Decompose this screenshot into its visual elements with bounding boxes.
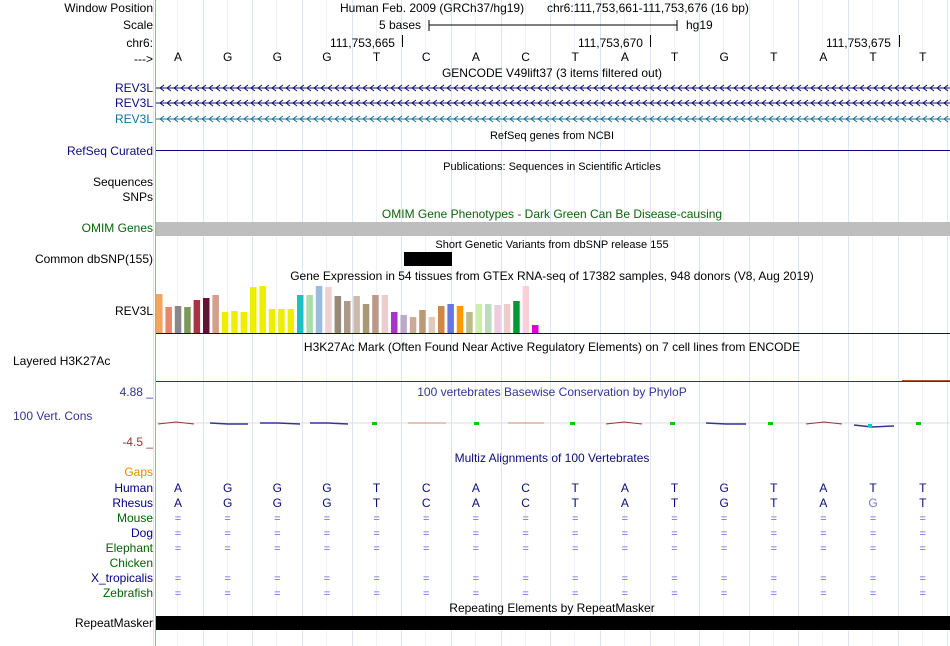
alignment-base: T [919, 481, 927, 495]
label-strand-arrow[interactable]: ---> [134, 52, 153, 66]
alignment-match-mark: = [472, 573, 480, 585]
base-letter: T [571, 50, 579, 64]
label-layered-h3k27ac[interactable]: Layered H3K27Ac [13, 354, 111, 368]
ruler-tick-label-3: 111,753,675 [826, 36, 891, 50]
alignment-base: G [868, 496, 878, 510]
alignment-match-mark: = [869, 588, 877, 600]
alignment-match-mark: = [423, 528, 430, 540]
alignment-match-mark: = [174, 543, 182, 555]
grid-line [898, 0, 899, 646]
grid-line [699, 0, 700, 646]
alignment-match-mark: = [919, 513, 926, 525]
alignment-base: A [471, 496, 480, 510]
alignment-base: A [819, 481, 828, 495]
alignment-match-mark: = [373, 573, 380, 585]
species-label[interactable]: Chicken [109, 556, 153, 570]
alignment-match-mark: = [571, 543, 579, 555]
alignment-base: T [869, 481, 877, 495]
gtex-tissue-bar[interactable] [344, 301, 351, 333]
gtex-tissue-bar[interactable] [438, 306, 445, 333]
grid-line [650, 0, 651, 646]
alignment-base: C [521, 496, 530, 510]
alignment-base: G [719, 481, 729, 495]
alignment-match-mark: = [671, 543, 678, 555]
alignment-match-mark: = [869, 513, 877, 525]
alignment-match-mark: = [522, 573, 529, 585]
alignment-match-mark: = [274, 543, 281, 555]
track-labels [0, 0, 155, 646]
alignment-match-mark: = [274, 573, 281, 585]
alignment-match-mark: = [770, 573, 778, 585]
alignment-match-mark: = [472, 528, 480, 540]
label-rev3l-1[interactable]: REV3L [114, 81, 153, 95]
base-letter: T [919, 50, 927, 64]
label-rev3l-2[interactable]: REV3L [114, 96, 153, 110]
alignment-base: T [372, 496, 381, 510]
label-gaps[interactable]: Gaps [124, 465, 153, 479]
gtex-title: Gene Expression in 54 tissues from GTEx RNA-seq of 17382 samples, 948 donors (V8, Aug 2019) [290, 269, 814, 283]
alignment-base: A [471, 481, 480, 495]
label-common-dbsnp[interactable]: Common dbSNP(155) [34, 252, 153, 266]
gtex-tissue-bar[interactable] [203, 298, 210, 333]
base-letter: C [421, 50, 431, 64]
gtex-tissue-bar[interactable] [410, 317, 417, 333]
multiz-title: Multiz Alignments of 100 Vertebrates [454, 451, 650, 465]
alignment-base: T [770, 496, 778, 510]
region-readout: chr6:111,753,661-111,753,676 (16 bp) [547, 1, 749, 15]
label-phylop-min: -4.5 _ [122, 435, 153, 449]
alignment-match-mark: = [373, 513, 380, 525]
alignment-match-mark: = [869, 573, 877, 585]
alignment-match-mark: = [174, 513, 182, 525]
alignment-base: T [670, 496, 679, 510]
alignment-match-mark: = [571, 573, 579, 585]
gtex-tissue-bar[interactable] [231, 311, 238, 333]
alignment-match-mark: = [720, 573, 728, 585]
alignment-match-mark: = [720, 543, 728, 555]
refseq-gene-line[interactable] [156, 150, 950, 151]
alignment-match-mark: = [224, 513, 231, 525]
alignment-match-mark: = [323, 528, 331, 540]
alignment-match-mark: = [373, 528, 380, 540]
alignment-match-mark: = [522, 528, 529, 540]
dbsnp-title: Short Genetic Variants from dbSNP release 155 [435, 239, 669, 251]
gtex-tissue-bar[interactable] [372, 295, 379, 333]
alignment-match-mark: = [671, 573, 678, 585]
base-letter: T [372, 50, 381, 64]
alignment-match-mark: = [323, 513, 331, 525]
h3k27ac-signal[interactable] [156, 381, 950, 382]
alignment-base: C [521, 481, 530, 495]
alignment-match-mark: = [820, 513, 827, 525]
gtex-tissue-bar[interactable] [175, 306, 182, 333]
gene-rev3l-2[interactable] [156, 98, 950, 108]
alignment-match-mark: = [472, 588, 480, 600]
track-image[interactable] [156, 0, 950, 646]
base-letter: T [670, 50, 679, 64]
label-gtex-gene[interactable]: REV3L [114, 304, 153, 318]
gtex-tissue-bar[interactable] [325, 287, 332, 333]
base-letter: T [869, 50, 877, 64]
alignment-match-mark: = [770, 588, 778, 600]
grid-line [600, 0, 601, 646]
alignment-match-mark: = [224, 528, 231, 540]
alignment-match-mark: = [323, 573, 331, 585]
gtex-gene-line [156, 333, 950, 334]
alignment-match-mark: = [820, 573, 827, 585]
omim-title: OMIM Gene Phenotypes - Dark Green Can Be Disease-causing [381, 207, 723, 221]
alignment-match-mark: = [820, 588, 827, 600]
repeat-element[interactable] [156, 616, 950, 630]
species-label[interactable]: Rhesus [112, 496, 153, 510]
label-repeatmasker[interactable]: RepeatMasker [74, 616, 153, 630]
gtex-tissue-bar[interactable] [212, 295, 219, 333]
base-letter: G [222, 50, 233, 64]
alignment-match-mark: = [224, 543, 231, 555]
gtex-tissue-bar[interactable] [504, 304, 511, 333]
alignment-match-mark: = [174, 573, 182, 585]
gtex-tissue-bar[interactable] [156, 294, 163, 333]
base-letter: A [819, 50, 828, 64]
grid-line [153, 0, 154, 646]
ruler-tick-label-1: 111,753,665 [330, 36, 395, 50]
gtex-tissue-bar[interactable] [513, 301, 520, 333]
gtex-tissue-bar[interactable] [335, 296, 342, 333]
grid-line [749, 0, 750, 646]
alignment-match-mark: = [720, 588, 728, 600]
alignment-match-mark: = [770, 543, 778, 555]
gtex-tissue-bar[interactable] [222, 312, 229, 333]
label-refseq-curated[interactable]: RefSeq Curated [66, 144, 153, 158]
assembly-title: Human Feb. 2009 (GRCh37/hg19) [340, 1, 525, 15]
species-label[interactable]: Dog [130, 526, 153, 540]
label-phylop-max: 4.88 _ [119, 385, 153, 399]
alignment-match-mark: = [323, 588, 331, 600]
base-letter: C [521, 50, 530, 64]
gtex-tissue-bar[interactable] [297, 295, 304, 333]
alignment-base: T [571, 481, 579, 495]
gtex-tissue-bar[interactable] [278, 309, 285, 333]
label-window-position: Window Position [64, 1, 153, 15]
alignment-match-mark: = [869, 543, 877, 555]
alignment-match-mark: = [522, 588, 529, 600]
alignment-match-mark: = [621, 573, 629, 585]
alignment-base: G [719, 496, 729, 510]
alignment-match-mark: = [274, 588, 281, 600]
gtex-tissue-bar[interactable] [250, 287, 257, 333]
alignment-match-mark: = [621, 543, 629, 555]
gtex-tissue-bar[interactable] [523, 286, 530, 333]
gtex-tissue-bar[interactable] [306, 295, 313, 333]
alignment-match-mark: = [671, 528, 678, 540]
label-snps[interactable]: SNPs [122, 190, 153, 204]
ruler-tick-label-2: 111,753,670 [578, 36, 643, 50]
gtex-bar-chart[interactable] [156, 285, 556, 333]
alignment-match-mark: = [671, 513, 678, 525]
base-letter: A [471, 50, 480, 64]
scale-text: 5 bases [379, 18, 422, 32]
base-letter: A [620, 50, 629, 64]
alignment-base: G [222, 481, 233, 495]
alignment-base: T [770, 481, 778, 495]
alignment-base: T [670, 481, 679, 495]
dbsnp-variant[interactable] [404, 252, 452, 266]
gtex-tissue-bar[interactable] [457, 306, 464, 333]
h3k27ac-title: H3K27Ac Mark (Often Found Near Active Regulatory Elements) on 7 cell lines from ENCODE [303, 340, 801, 354]
label-rev3l-3[interactable]: REV3L [114, 112, 153, 126]
species-label[interactable]: Elephant [105, 541, 153, 555]
alignment-base: C [421, 496, 431, 510]
alignment-match-mark: = [224, 588, 231, 600]
alignment-match-mark: = [472, 513, 480, 525]
omim-gene-bar[interactable] [156, 222, 950, 236]
gtex-tissue-bar[interactable] [353, 296, 360, 333]
alignment-match-mark: = [522, 513, 529, 525]
label-sequences[interactable]: Sequences [92, 175, 153, 189]
alignment-match-mark: = [919, 528, 926, 540]
alignment-base: G [322, 481, 332, 495]
label-omim-genes[interactable]: OMIM Genes [81, 221, 153, 235]
alignment-base: A [173, 481, 182, 495]
alignment-match-mark: = [820, 528, 827, 540]
alignment-match-mark: = [522, 543, 529, 555]
alignment-match-mark: = [274, 528, 281, 540]
alignment-match-mark: = [770, 528, 778, 540]
gtex-tissue-bar[interactable] [382, 295, 389, 333]
gtex-tissue-bar[interactable] [485, 304, 492, 333]
gencode-title: GENCODE V49lift37 (3 items filtered out) [441, 66, 663, 80]
grid-line [947, 0, 948, 646]
label-scale: Scale [122, 18, 153, 32]
alignment-match-mark: = [720, 513, 728, 525]
gtex-tissue-bar[interactable] [165, 307, 172, 333]
h3k27ac-peak [902, 380, 950, 381]
grid-line [798, 0, 799, 646]
base-letter: G [272, 50, 282, 64]
alignment-match-mark: = [274, 513, 281, 525]
gtex-tissue-bar[interactable] [466, 312, 473, 333]
refseq-title: RefSeq genes from NCBI [489, 130, 615, 142]
gtex-tissue-bar[interactable] [363, 304, 370, 333]
phylop-title: 100 vertebrates Basewise Conservation by PhyloP [417, 385, 687, 399]
alignment-match-mark: = [423, 543, 430, 555]
alignment-match-mark: = [571, 528, 579, 540]
phylop-signal[interactable] [156, 415, 950, 433]
base-letter: T [770, 50, 778, 64]
alignment-match-mark: = [571, 588, 579, 600]
base-letter: G [322, 50, 332, 64]
gtex-tissue-bar[interactable] [447, 304, 454, 333]
alignment-match-mark: = [919, 543, 926, 555]
alignment-match-mark: = [174, 528, 182, 540]
alignment-base: A [819, 496, 828, 510]
ruler-tick-2 [650, 35, 651, 47]
gene-rev3l-1[interactable] [156, 83, 950, 93]
species-label[interactable]: X_tropicalis [90, 571, 153, 585]
gtex-tissue-bar[interactable] [288, 309, 295, 333]
gtex-tissue-bar[interactable] [391, 312, 398, 333]
scale-bar-icon [428, 18, 680, 32]
alignment-match-mark: = [869, 528, 877, 540]
alignment-match-mark: = [323, 543, 331, 555]
alignment-base: A [620, 481, 629, 495]
gtex-tissue-bar[interactable] [494, 305, 501, 333]
gtex-tissue-bar[interactable] [194, 300, 201, 333]
alignment-match-mark: = [373, 543, 380, 555]
gtex-tissue-bar[interactable] [476, 304, 483, 333]
alignment-match-mark: = [621, 588, 629, 600]
alignment-base: T [571, 496, 579, 510]
species-label[interactable]: Human [114, 481, 153, 495]
alignment-match-mark: = [919, 588, 926, 600]
alignment-match-mark: = [621, 513, 629, 525]
alignment-match-mark: = [423, 588, 430, 600]
gtex-tissue-bar[interactable] [316, 286, 323, 333]
alignment-base: T [919, 496, 927, 510]
ruler-tick-1 [402, 35, 403, 47]
alignment-match-mark: = [621, 528, 629, 540]
alignment-match-mark: = [174, 588, 182, 600]
alignment-base: G [322, 496, 332, 510]
base-letter: A [173, 50, 182, 64]
base-letter: G [719, 50, 729, 64]
label-chrom: chr6: [126, 36, 153, 50]
publications-title: Publications: Sequences in Scientific Articles [443, 161, 661, 173]
alignment-match-mark: = [423, 573, 430, 585]
alignment-match-mark: = [224, 573, 231, 585]
alignment-match-mark: = [671, 588, 678, 600]
alignment-match-mark: = [820, 543, 827, 555]
alignment-base: A [620, 496, 629, 510]
gtex-tissue-bar[interactable] [184, 307, 191, 333]
gene-rev3l-3[interactable] [156, 114, 950, 124]
gtex-tissue-bar[interactable] [241, 312, 248, 333]
gtex-tissue-bar[interactable] [400, 315, 407, 333]
ruler-tick-3 [899, 35, 900, 47]
label-vert-cons[interactable]: 100 Vert. Cons [13, 409, 93, 423]
species-label[interactable]: Mouse [116, 511, 153, 525]
alignment-match-mark: = [919, 573, 926, 585]
alignment-base: C [421, 481, 431, 495]
alignment-base: G [272, 481, 282, 495]
grid-line [848, 0, 849, 646]
gtex-tissue-bar[interactable] [269, 309, 276, 333]
alignment-match-mark: = [720, 528, 728, 540]
alignment-match-mark: = [373, 588, 380, 600]
alignment-base: T [372, 481, 381, 495]
gtex-tissue-bar[interactable] [532, 325, 539, 333]
alignment-base: G [272, 496, 282, 510]
alignment-match-mark: = [423, 513, 430, 525]
alignment-base: A [173, 496, 182, 510]
species-label[interactable]: Zebrafish [102, 586, 153, 600]
alignment-match-mark: = [472, 543, 480, 555]
repeat-title: Repeating Elements by RepeatMasker [449, 601, 655, 615]
gtex-tissue-bar[interactable] [429, 317, 436, 333]
scale-db: hg19 [686, 18, 713, 32]
gtex-tissue-bar[interactable] [259, 286, 266, 333]
alignment-match-mark: = [571, 513, 579, 525]
alignment-match-mark: = [770, 513, 778, 525]
alignment-base: G [222, 496, 233, 510]
gtex-tissue-bar[interactable] [419, 310, 426, 333]
